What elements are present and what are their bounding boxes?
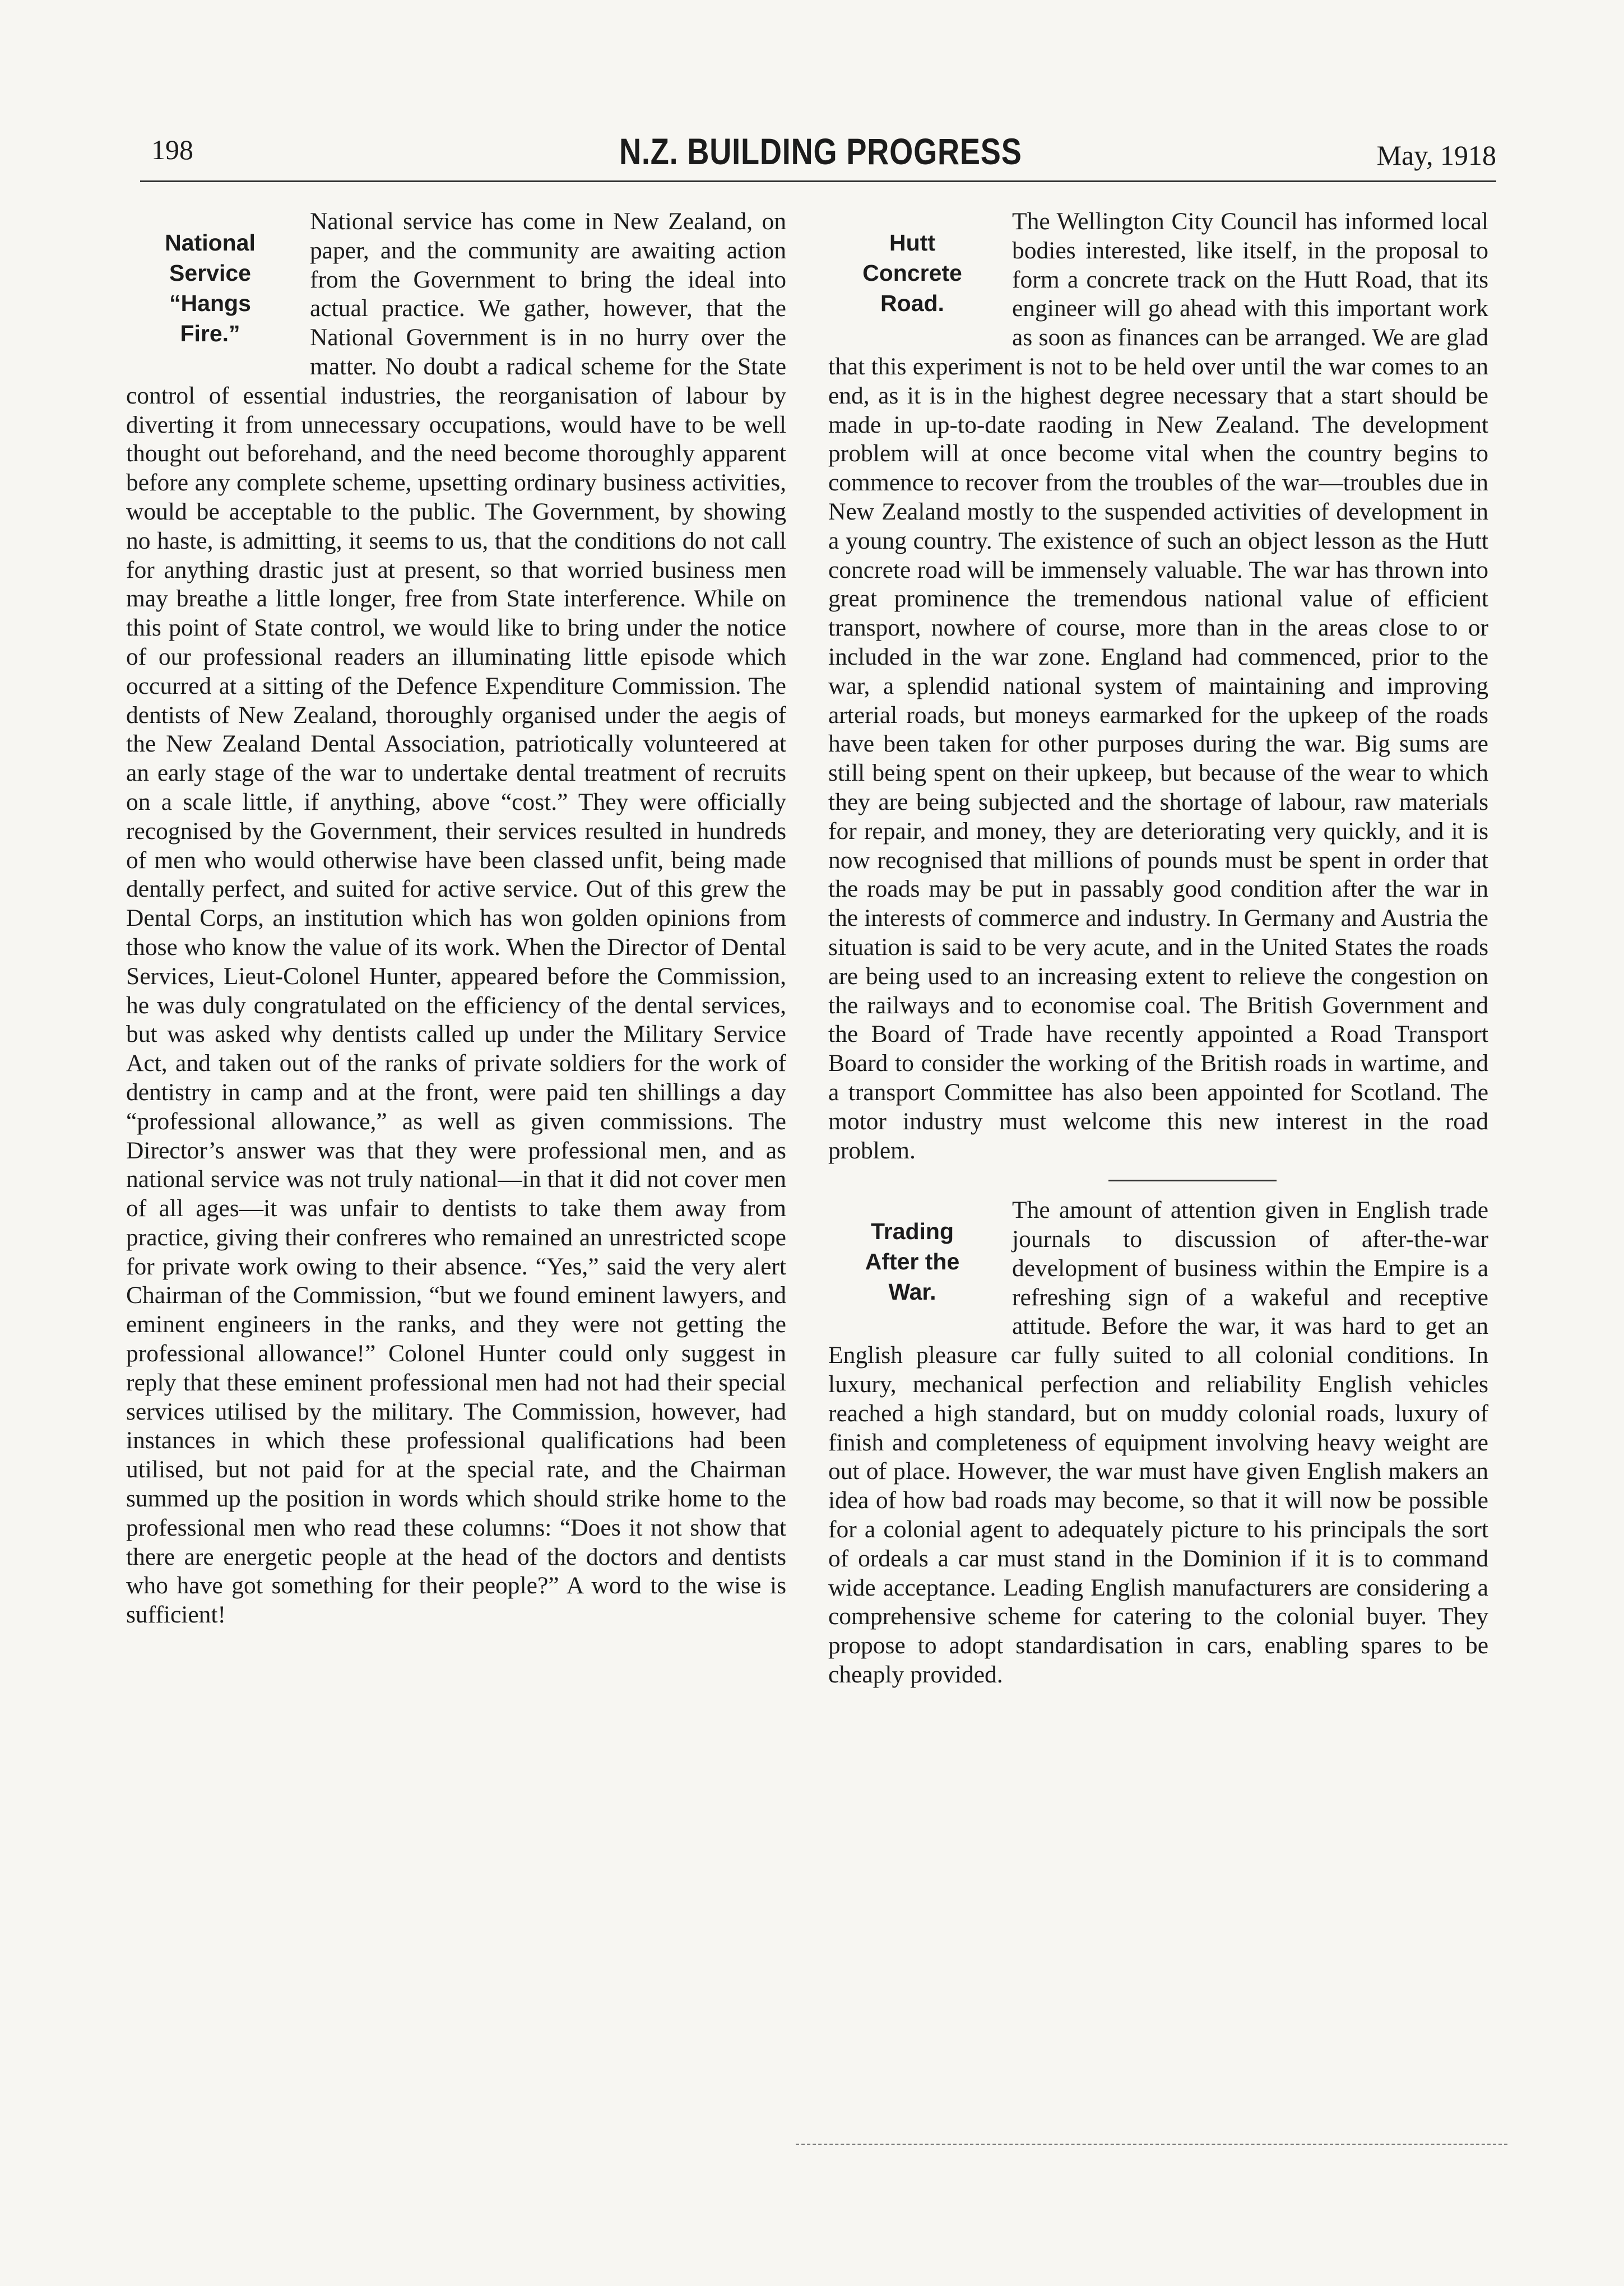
article-trading-after-war: [828, 1196, 1488, 1690]
article-body: The amount of attention given in English trade journals to discussion of after-the-war development of business within the Empire is a refreshing sign of a wakeful and receptive attitude. Before the war, it was hard to get an English pleasure car fully suited to all colonial conditions. In luxury, mechanical perfection and reliability English vehicles reached a high standard, but on muddy colonial roads, luxury of finish and completeness of equipment involving heavy weight are out of place. However, the war must have given English makers an idea of how bad roads may become, so that it will now be possible for a colonial agent to adequately picture to his principals the sort of ordeals a car must stand in the Dominion if it is to command wide acceptance. Leading English manufacturers are considering a comprehensive scheme for catering to the colonial buyer. They propose to adopt standardisation in cars, enabling spares to be cheaply provided.: [828, 1197, 1488, 1689]
footer-dashed-rule: [796, 2144, 1507, 2145]
article-national-service: [126, 207, 786, 1630]
article-hutt-concrete-road: [828, 207, 1488, 1165]
article-separator-rule: [1108, 1180, 1277, 1181]
article-body: National service has come in New Zealand, on paper, and the community are awaiting action from the Government to bring the ideal into actual practice. We gather, however, that the National Government is in no hurry over the matter. No doubt a radical scheme for the State control of essential industries, the reorganisation of labour by diverting it from unnecessary occupations, would have to be well thought out beforehand, and the need become thoroughly apparent before any complete scheme, upsetting ordinary business activities, would be acceptable to the public. The Government, by showing no haste, is admitting, it seems to us, that the conditions do not call for anything drastic just at present, so that worried business men may breathe a little longer, free from State interference. While on this point of State control, we would like to bring under the notice of our professional readers an illuminating little episode which occurred at a sitting of the Defence Expenditure Commission. The dentists of New Zealand, thoroughly organised under the aegis of the New Zealand Dental Association, patriotically volunteered at an early stage of the war to undertake dental treatment of recruits on a scale little, if anything, above “cost.” They were officially recognised by the Government, their services resulted in hundreds of men who would otherwise have been classed unfit, being made dentally perfect, and suited for active service. Out of this grew the Dental Corps, an institution which has won golden opinions from those who know the value of its work. When the Director of Dental Services, Lieut-Colonel Hunter, appeared before the Commission, he was duly congratulated on the efficiency of the dental services, but was asked why dentists called up under the Military Service Act, and taken out of the ranks of private soldiers for the work of dentistry in camp and at the front, were paid ten shillings a day “professional allowance,” as well as given commissions. The Director’s answer was that they were professional men, and as national service was not truly national—in that it did not cover men of all ages—it was unfair to dentists to take them away from practice, giving their confreres who remained an unrestricted scope for private work owing to their absence. “Yes,” said the very alert Chairman of the Commission, “but we found eminent lawyers, and eminent engineers in the ranks, and they were not getting the professional allowance!” Colonel Hunter could only suggest in reply that these eminent professional men had not had their special services utilised by the military. The Commission, however, had instances in which these professional qualifications had been utilised, but not paid for at the special rate, and the Chairman summed up the position in words which should strike home to the professional men who read these columns: “Does it not show that there are energetic people at the head of the doctors and dentists who have got something for their people?” A word to the wise is sufficient!: [126, 208, 786, 1629]
article-sidehead: National Service “Hangs Fire.”: [165, 230, 256, 346]
article-sidehead: Hutt Concrete Road.: [862, 230, 962, 316]
article-body: The Wellington City Council has informed local bodies interested, like itself, in the proposal to form a concrete track on the Hutt Road, that its engineer will go ahead with this important work as soon as finances can be arranged. We are glad that this experiment is not to be held over until the war comes to an end, as it is in the highest degree necessary that a start should be made in up-to-date raoding in New Zealand. The development problem will at once become vital when the country begins to commence to recover from the troubles of the war—troubles due in New Zealand mostly to the suspended activities of development in a young country. The existence of such an object lesson as the Hutt concrete road will be immensely valuable. The war has thrown into great prominence the tremendous national value of efficient transport, nowhere of course, more than in the areas close to or included in the war zone. England had commenced, prior to the war, a splendid national system of maintaining and improving arterial roads, but moneys earmarked for the upkeep of the roads have been taken for other purposes during the war. Big sums are still being spent on their upkeep, but because of the wear to which they are being subjected and the shortage of labour, raw materials for repair, and money, they are deteriorating very quickly, and it is now recognised that millions of pounds must be spent in order that the roads may be put in passably good condition after the war in the interests of commerce and industry. In Germany and Austria the situation is said to be very acute, and in the United States the roads are being used to an increasing extent to relieve the congestion on the railways and to economise coal. The British Government and the Board of Trade have recently appointed a Road Transport Board to consider the working of the British roads in wartime, and a transport Committee has also been appointed for Scotland. The motor industry must welcome this new interest in the road problem.: [828, 208, 1488, 1164]
issue-date: May, 1918: [1376, 140, 1496, 171]
article-sidehead: Trading After the War.: [865, 1218, 960, 1305]
journal-title: N.Z. BUILDING PROGRESS: [619, 131, 1022, 172]
left-column: [126, 207, 786, 1630]
header-rule: [140, 180, 1496, 182]
right-column: [828, 207, 1488, 1690]
page-number: 198: [151, 134, 193, 165]
page-header: [140, 133, 1496, 184]
